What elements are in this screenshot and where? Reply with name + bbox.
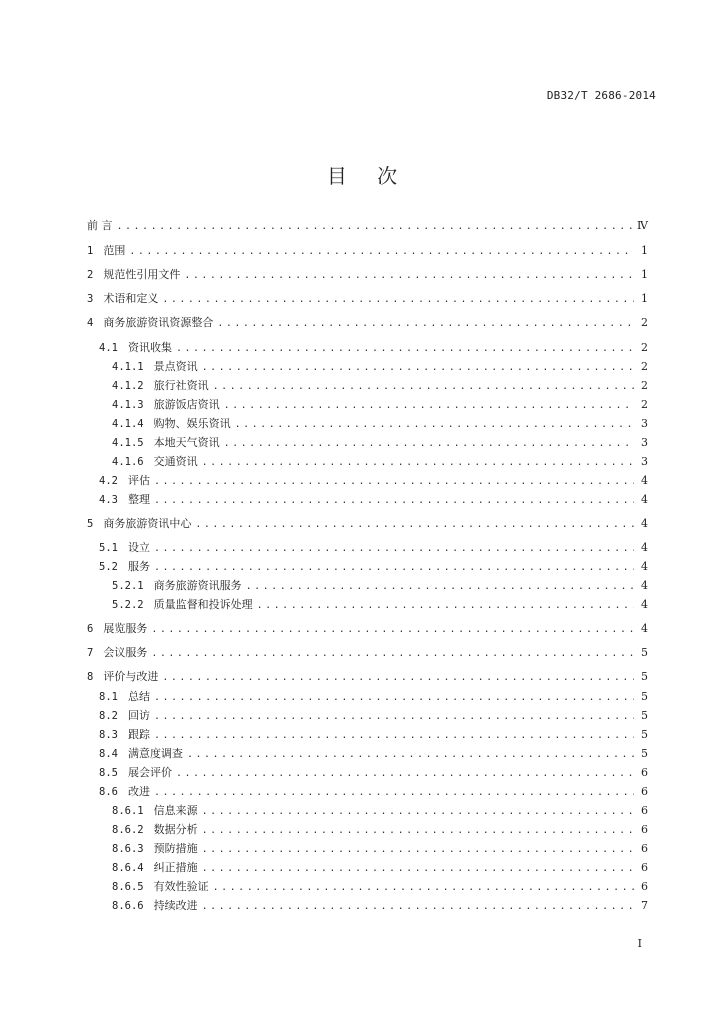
toc-entry-page: 5 bbox=[641, 646, 648, 659]
toc-entry[interactable] bbox=[87, 454, 648, 470]
page-title: 目 次 bbox=[326, 164, 410, 188]
dot-leader bbox=[162, 670, 634, 684]
toc-entry-number: 4.1.4 bbox=[112, 418, 144, 430]
dot-leader bbox=[257, 598, 634, 612]
dot-leader bbox=[217, 316, 634, 330]
toc-entry-title: 展会评价 bbox=[127, 766, 172, 779]
dot-leader bbox=[154, 474, 634, 488]
toc-entry-title: 服务 bbox=[127, 560, 150, 573]
toc-entry-number: 7 bbox=[87, 647, 94, 659]
toc-entry-title: 旅行社资讯 bbox=[153, 379, 209, 392]
toc-entry[interactable] bbox=[87, 416, 648, 432]
toc-entry[interactable] bbox=[87, 218, 648, 234]
toc-entry-number: 5.1 bbox=[99, 542, 118, 554]
toc-entry-page: 6 bbox=[641, 785, 648, 798]
dot-leader bbox=[129, 244, 634, 258]
toc-entry-title: 质量监督和投诉处理 bbox=[153, 598, 253, 611]
dot-leader bbox=[162, 292, 634, 306]
toc-entry[interactable] bbox=[87, 516, 648, 532]
document-number: DB32/T 2686-2014 bbox=[546, 89, 656, 102]
toc-entry-page: 4 bbox=[641, 560, 648, 573]
toc-entry-title: 有效性验证 bbox=[153, 880, 209, 893]
toc-entry[interactable] bbox=[87, 378, 648, 394]
toc-entry-page: 5 bbox=[641, 728, 648, 741]
toc-entry-page: 6 bbox=[641, 823, 648, 836]
toc-entry-page: 1 bbox=[641, 244, 648, 257]
toc-entry-title: 跟踪 bbox=[127, 728, 150, 741]
dot-leader bbox=[213, 880, 634, 894]
toc-entry[interactable] bbox=[87, 267, 648, 283]
dot-leader bbox=[151, 646, 634, 660]
toc-entry-number: 5.2.2 bbox=[112, 599, 144, 611]
toc-entry-number: 8.5 bbox=[99, 767, 118, 779]
toc-entry[interactable] bbox=[87, 746, 648, 762]
toc-entry-number: 5.2.1 bbox=[112, 580, 144, 592]
toc-entry-number: 5 bbox=[87, 518, 94, 530]
toc-entry[interactable] bbox=[87, 397, 648, 413]
toc-entry-title: 信息来源 bbox=[153, 804, 198, 817]
toc-entry-title: 交通资讯 bbox=[153, 455, 198, 468]
toc-entry[interactable] bbox=[87, 340, 648, 356]
toc-entry-page: 2 bbox=[641, 398, 648, 411]
page-number: I bbox=[637, 937, 642, 950]
dot-leader bbox=[195, 517, 634, 531]
toc-entry-page: 4 bbox=[641, 493, 648, 506]
toc-entry-page: 3 bbox=[641, 417, 648, 430]
toc-entry-number: 6 bbox=[87, 623, 94, 635]
toc-entry[interactable] bbox=[87, 540, 648, 556]
toc-entry[interactable] bbox=[87, 597, 648, 613]
toc-entry-title: 持续改进 bbox=[153, 899, 198, 912]
toc-entry-number: 8.1 bbox=[99, 691, 118, 703]
toc-entry-page: 1 bbox=[641, 292, 648, 305]
toc-entry-page: 2 bbox=[641, 360, 648, 373]
toc-entry[interactable] bbox=[87, 765, 648, 781]
toc-entry-number: 1 bbox=[87, 245, 94, 257]
dot-leader bbox=[224, 398, 634, 412]
toc-entry-page: 1 bbox=[641, 268, 648, 281]
toc-entry-number: 8.6.6 bbox=[112, 900, 144, 912]
toc-entry-title: 本地天气资讯 bbox=[153, 436, 220, 449]
toc-entry-page: 7 bbox=[641, 899, 648, 912]
toc-entry-number: 5.2 bbox=[99, 561, 118, 573]
toc-entry-title: 满意度调查 bbox=[127, 747, 183, 760]
toc-entry-title: 规范性引用文件 bbox=[103, 268, 181, 281]
toc-entry[interactable] bbox=[87, 492, 648, 508]
toc-entry-page: 5 bbox=[641, 690, 648, 703]
dot-leader bbox=[154, 690, 634, 704]
toc-entry-page: 6 bbox=[641, 766, 648, 779]
dot-leader bbox=[246, 579, 634, 593]
toc-entry[interactable] bbox=[87, 860, 648, 876]
toc-entry-number: 8.6.1 bbox=[112, 805, 144, 817]
toc-entry[interactable] bbox=[87, 708, 648, 724]
toc-entry-title: 评估 bbox=[127, 474, 150, 487]
toc-entry-number: 8.6.4 bbox=[112, 862, 144, 874]
toc-entry[interactable] bbox=[87, 291, 648, 307]
toc-entry-number: 3 bbox=[87, 293, 94, 305]
dot-leader bbox=[176, 341, 634, 355]
toc-entry-title: 总结 bbox=[127, 690, 150, 703]
toc-entry[interactable] bbox=[87, 645, 648, 661]
toc-entry-page: 5 bbox=[641, 670, 648, 683]
toc-entry[interactable] bbox=[87, 898, 648, 914]
toc-entry[interactable] bbox=[87, 803, 648, 819]
toc-entry-page: 6 bbox=[641, 804, 648, 817]
toc-entry-number: 4.2 bbox=[99, 475, 118, 487]
toc-entry[interactable] bbox=[87, 243, 648, 259]
dot-leader bbox=[202, 360, 634, 374]
toc-entry-number: 8.4 bbox=[99, 748, 118, 760]
dot-leader bbox=[224, 436, 634, 450]
dot-leader bbox=[154, 541, 634, 555]
toc-entry-page: 2 bbox=[641, 316, 648, 329]
toc-entry[interactable] bbox=[87, 727, 648, 743]
toc-entry-page: 4 bbox=[641, 579, 648, 592]
dot-leader bbox=[154, 560, 634, 574]
toc-entry-number: 8.6.5 bbox=[112, 881, 144, 893]
toc-entry[interactable] bbox=[87, 473, 648, 489]
toc-entry-number: 4.1.6 bbox=[112, 456, 144, 468]
dot-leader bbox=[176, 766, 634, 780]
toc-entry-title: 景点资讯 bbox=[153, 360, 198, 373]
toc-entry-number: 4 bbox=[87, 317, 94, 329]
dot-leader bbox=[154, 728, 634, 742]
toc-entry[interactable] bbox=[87, 559, 648, 575]
toc-entry-number: 4.1.2 bbox=[112, 380, 144, 392]
toc-entry-number: 2 bbox=[87, 269, 94, 281]
dot-leader bbox=[202, 899, 634, 913]
toc-entry[interactable] bbox=[87, 359, 648, 375]
toc-entry-title: 资讯收集 bbox=[127, 341, 172, 354]
toc-entry-number: 4.1.1 bbox=[112, 361, 144, 373]
dot-leader bbox=[213, 379, 634, 393]
toc-entry-number: 8.6.3 bbox=[112, 843, 144, 855]
dot-leader bbox=[202, 455, 634, 469]
toc-entry-title: 旅游饭店资讯 bbox=[153, 398, 220, 411]
toc-entry[interactable] bbox=[87, 689, 648, 705]
toc-entry-title: 购物、娱乐资讯 bbox=[153, 417, 231, 430]
toc-entry[interactable] bbox=[87, 578, 648, 594]
toc-entry-page: 4 bbox=[641, 517, 648, 530]
toc-entry-title: 前 言 bbox=[87, 219, 113, 232]
toc-entry-number: 4.3 bbox=[99, 494, 118, 506]
toc-entry-number: 8.2 bbox=[99, 710, 118, 722]
toc-entry-title: 商务旅游资讯服务 bbox=[153, 579, 242, 592]
dot-leader bbox=[235, 417, 634, 431]
toc-entry[interactable] bbox=[87, 669, 648, 685]
toc-entry-number: 4.1 bbox=[99, 342, 118, 354]
toc-entry-page: 6 bbox=[641, 880, 648, 893]
dot-leader bbox=[117, 219, 634, 233]
toc-entry-page: 4 bbox=[641, 598, 648, 611]
toc-entry-title: 展览服务 bbox=[103, 622, 148, 635]
toc-entry-number: 8 bbox=[87, 671, 94, 683]
toc-entry-page: 3 bbox=[641, 455, 648, 468]
toc-entry-page: 3 bbox=[641, 436, 648, 449]
toc-entry-number: 8.6 bbox=[99, 786, 118, 798]
toc-entry-title: 术语和定义 bbox=[103, 292, 159, 305]
toc-entry-number: 4.1.3 bbox=[112, 399, 144, 411]
toc-entry-title: 预防措施 bbox=[153, 842, 198, 855]
dot-leader bbox=[202, 861, 634, 875]
toc-entry-page: 4 bbox=[641, 541, 648, 554]
toc-entry[interactable] bbox=[87, 784, 648, 800]
toc-entry-title: 商务旅游资讯资源整合 bbox=[103, 316, 214, 329]
toc-entry-page: 2 bbox=[641, 379, 648, 392]
toc-entry-number: 8.6.2 bbox=[112, 824, 144, 836]
toc-entry-title: 数据分析 bbox=[153, 823, 198, 836]
dot-leader bbox=[187, 747, 634, 761]
toc-entry-title: 纠正措施 bbox=[153, 861, 198, 874]
dot-leader bbox=[202, 823, 634, 837]
toc-entry-page: 4 bbox=[641, 474, 648, 487]
toc-entry[interactable] bbox=[87, 822, 648, 838]
toc-entry-number: 4.1.5 bbox=[112, 437, 144, 449]
toc-entry-title: 评价与改进 bbox=[103, 670, 159, 683]
dot-leader bbox=[154, 785, 634, 799]
toc-entry-title: 商务旅游资讯中心 bbox=[103, 517, 192, 530]
dot-leader bbox=[154, 709, 634, 723]
toc-entry-page: 6 bbox=[641, 861, 648, 874]
dot-leader bbox=[202, 842, 634, 856]
toc-entry-title: 整理 bbox=[127, 493, 150, 506]
toc-entry-title: 回访 bbox=[127, 709, 150, 722]
dot-leader bbox=[202, 804, 634, 818]
toc-entry-number: 8.3 bbox=[99, 729, 118, 741]
toc-entry[interactable] bbox=[87, 879, 648, 895]
toc-entry-title: 设立 bbox=[127, 541, 150, 554]
toc-entry-page: 5 bbox=[641, 709, 648, 722]
toc-entry-page: 2 bbox=[641, 341, 648, 354]
toc-entry[interactable] bbox=[87, 315, 648, 331]
dot-leader bbox=[184, 268, 634, 282]
toc-entry-page: 4 bbox=[641, 622, 648, 635]
toc-entry[interactable] bbox=[87, 621, 648, 637]
toc-entry[interactable] bbox=[87, 435, 648, 451]
dot-leader bbox=[154, 493, 634, 507]
toc-entry[interactable] bbox=[87, 841, 648, 857]
toc-entry-title: 范围 bbox=[103, 244, 126, 257]
toc-entry-title: 会议服务 bbox=[103, 646, 148, 659]
toc-entry-page: 6 bbox=[641, 842, 648, 855]
dot-leader bbox=[151, 622, 634, 636]
toc-entry-title: 改进 bbox=[127, 785, 150, 798]
toc-entry-page: 5 bbox=[641, 747, 648, 760]
toc-entry-page: Ⅳ bbox=[637, 219, 648, 232]
